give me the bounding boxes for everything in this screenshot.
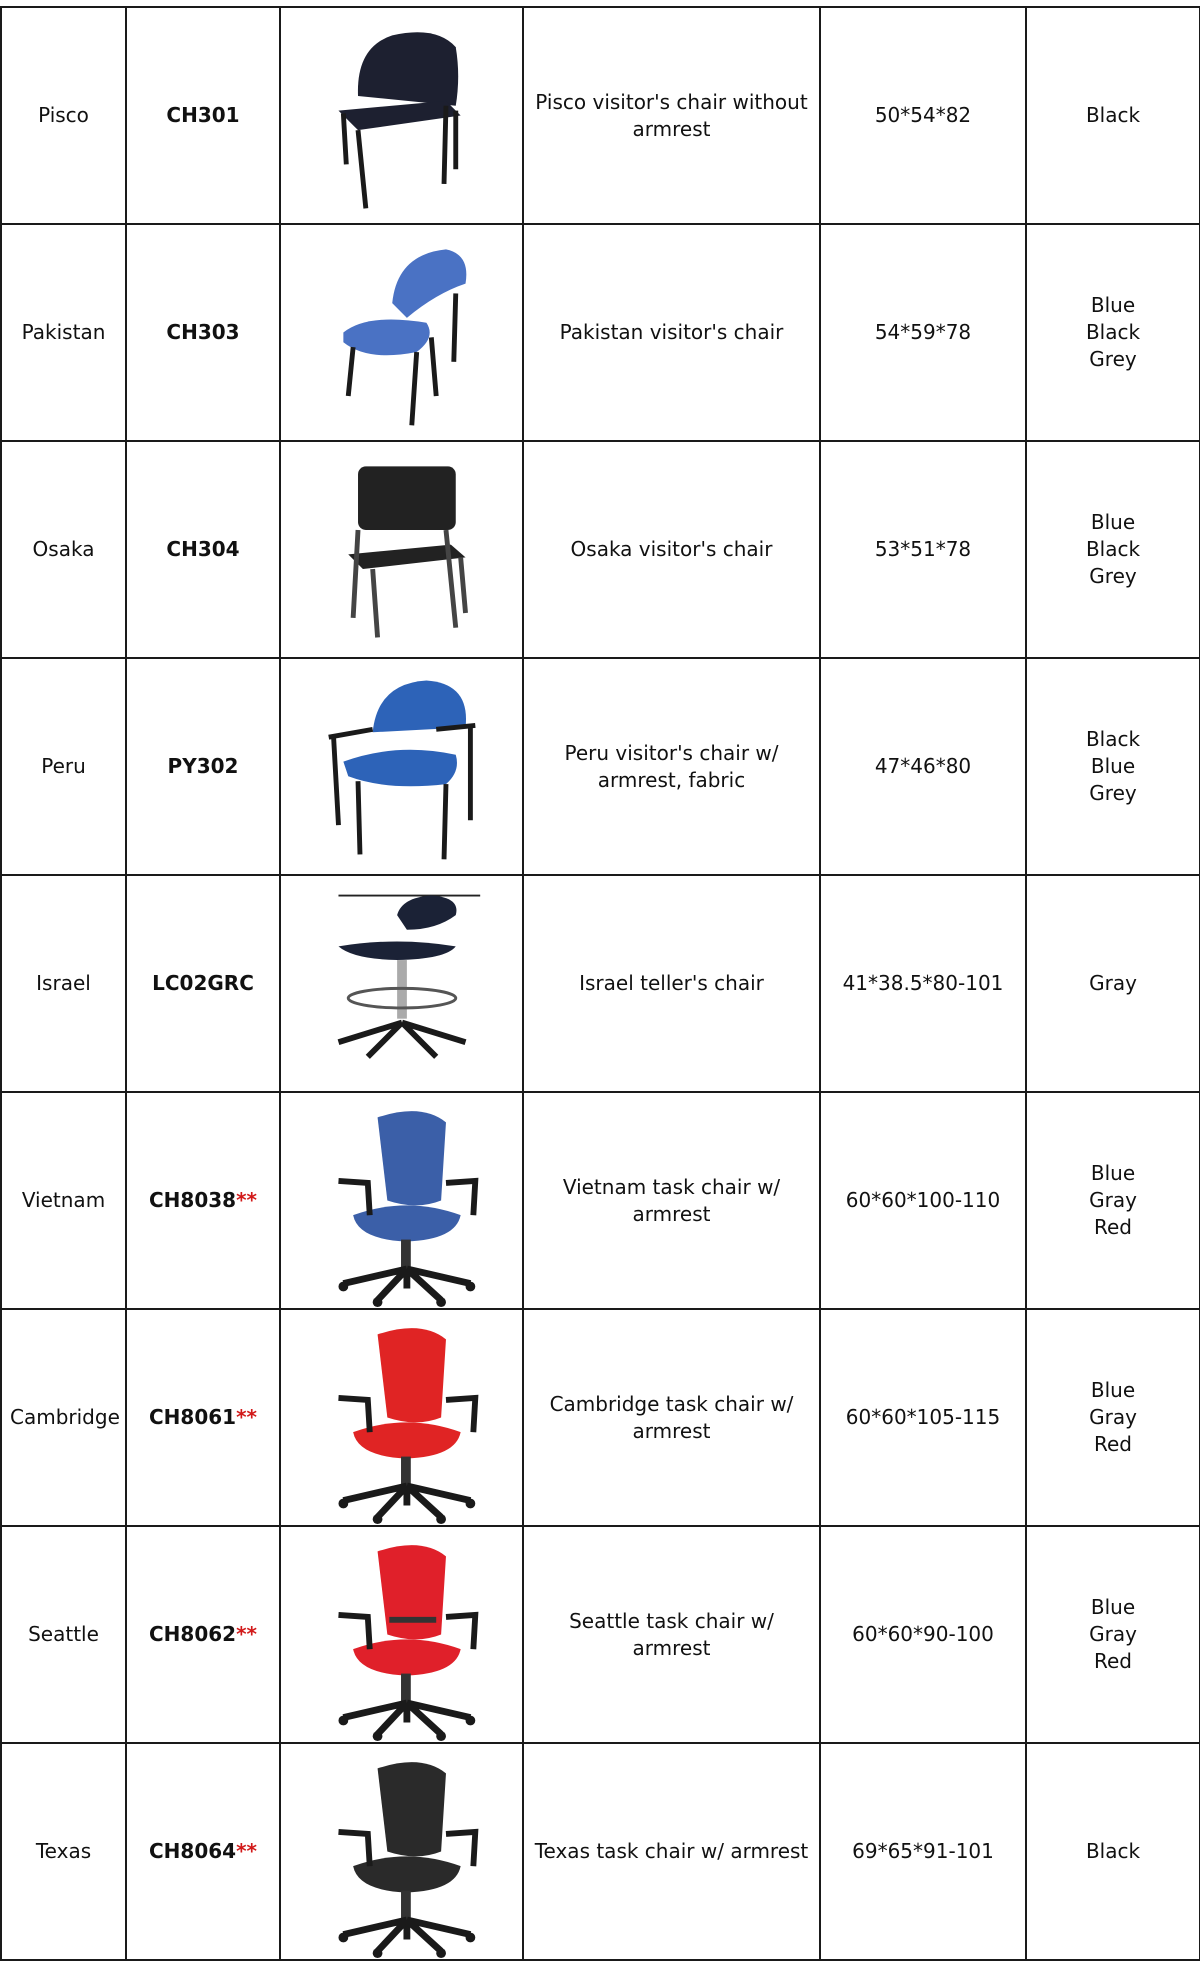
product-colors: [1026, 7, 1200, 224]
color-option: Grey: [1089, 564, 1137, 588]
product-name: Seattle: [1, 1526, 126, 1743]
code-text: CH8064: [148, 1839, 237, 1863]
product-name: Cambridge: [1, 1309, 126, 1526]
code-text: CH303: [166, 320, 240, 344]
product-dimensions: 50*54*82: [820, 7, 1026, 224]
code-text: CH8062: [148, 1622, 237, 1646]
table-row: [1, 658, 1200, 875]
product-name: Peru: [1, 658, 126, 875]
product-code: [126, 1526, 280, 1743]
product-image: [280, 224, 523, 441]
visitor-chair-no-arm-black-icon: [289, 8, 514, 223]
asterisk-mark: **: [236, 1405, 257, 1429]
code-text: CH8061: [148, 1405, 237, 1429]
product-code: [126, 1092, 280, 1309]
product-dimensions: 69*65*91-101: [820, 1743, 1026, 1960]
product-code: [126, 1309, 280, 1526]
color-option: Gray: [1089, 971, 1137, 995]
product-code: [126, 1743, 280, 1960]
product-code: [126, 658, 280, 875]
color-option: Gray: [1089, 1622, 1137, 1646]
product-table: [0, 6, 1200, 1961]
product-name: Vietnam: [1, 1092, 126, 1309]
product-colors: [1026, 875, 1200, 1092]
code-text: LC02GRC: [152, 971, 254, 995]
product-colors: [1026, 224, 1200, 441]
table-row: [1, 1092, 1200, 1309]
color-option: Red: [1094, 1215, 1132, 1239]
table-row: [1, 1743, 1200, 1960]
product-image: [280, 1092, 523, 1309]
product-colors: [1026, 441, 1200, 658]
task-chair-red-icon: [289, 1310, 514, 1525]
product-image: [280, 875, 523, 1092]
product-image: [280, 1743, 523, 1960]
color-option: Gray: [1089, 1405, 1137, 1429]
product-colors: [1026, 1309, 1200, 1526]
product-colors: [1026, 1092, 1200, 1309]
visitor-chair-armrest-blue-icon: [289, 659, 514, 874]
product-code: [126, 224, 280, 441]
product-description: Seattle task chair w/ armrest: [523, 1526, 820, 1743]
product-description: Vietnam task chair w/ armrest: [523, 1092, 820, 1309]
color-option: Blue: [1090, 510, 1136, 534]
asterisk-mark: **: [236, 1188, 257, 1212]
product-image: [280, 658, 523, 875]
teller-chair-icon: [289, 876, 514, 1091]
product-code: [126, 441, 280, 658]
color-option: Blue: [1090, 1161, 1136, 1185]
color-option: Red: [1094, 1649, 1132, 1673]
product-description: Osaka visitor's chair: [523, 441, 820, 658]
product-name: Texas: [1, 1743, 126, 1960]
visitor-chair-black-icon: [289, 442, 514, 657]
color-option: Black: [1085, 103, 1141, 127]
product-description: Pakistan visitor's chair: [523, 224, 820, 441]
table-row: [1, 1309, 1200, 1526]
product-image: [280, 1309, 523, 1526]
product-dimensions: 47*46*80: [820, 658, 1026, 875]
product-image: [280, 7, 523, 224]
mesh-task-chair-red-icon: [289, 1527, 514, 1742]
product-dimensions: 41*38.5*80-101: [820, 875, 1026, 1092]
product-description: Pisco visitor's chair without armrest: [523, 7, 820, 224]
product-dimensions: 53*51*78: [820, 441, 1026, 658]
color-option: Red: [1094, 1432, 1132, 1456]
product-description: Israel teller's chair: [523, 875, 820, 1092]
asterisk-mark: **: [236, 1622, 257, 1646]
color-option: Blue: [1090, 293, 1136, 317]
product-description: Peru visitor's chair w/ armrest, fabric: [523, 658, 820, 875]
color-option: Gray: [1089, 1188, 1137, 1212]
color-option: Blue: [1090, 1595, 1136, 1619]
product-name: Israel: [1, 875, 126, 1092]
product-description: Cambridge task chair w/ armrest: [523, 1309, 820, 1526]
visitor-chair-blue-icon: [289, 225, 514, 440]
task-chair-black-icon: [289, 1744, 514, 1959]
color-option: Grey: [1089, 347, 1137, 371]
asterisk-mark: **: [236, 1839, 257, 1863]
product-name: Pisco: [1, 7, 126, 224]
product-image: [280, 441, 523, 658]
table-row: [1, 1526, 1200, 1743]
product-dimensions: 60*60*105-115: [820, 1309, 1026, 1526]
color-option: Black: [1085, 727, 1141, 751]
color-option: Grey: [1089, 781, 1137, 805]
color-option: Black: [1085, 537, 1141, 561]
product-code: [126, 7, 280, 224]
product-name: Osaka: [1, 441, 126, 658]
color-option: Black: [1085, 1839, 1141, 1863]
product-colors: [1026, 1526, 1200, 1743]
task-chair-blue-icon: [289, 1093, 514, 1308]
code-text: CH304: [166, 537, 240, 561]
color-option: Black: [1085, 320, 1141, 344]
product-image: [280, 1526, 523, 1743]
table-row: [1, 441, 1200, 658]
product-code: [126, 875, 280, 1092]
table-row: [1, 224, 1200, 441]
code-text: PY302: [167, 754, 239, 778]
product-dimensions: 54*59*78: [820, 224, 1026, 441]
product-description: Texas task chair w/ armrest: [523, 1743, 820, 1960]
product-dimensions: 60*60*100-110: [820, 1092, 1026, 1309]
product-dimensions: 60*60*90-100: [820, 1526, 1026, 1743]
product-colors: [1026, 658, 1200, 875]
product-name: Pakistan: [1, 224, 126, 441]
table-row: [1, 7, 1200, 224]
table-row: [1, 875, 1200, 1092]
color-option: Blue: [1090, 1378, 1136, 1402]
color-option: Blue: [1090, 754, 1136, 778]
product-colors: [1026, 1743, 1200, 1960]
code-text: CH8038: [148, 1188, 237, 1212]
code-text: CH301: [166, 103, 240, 127]
